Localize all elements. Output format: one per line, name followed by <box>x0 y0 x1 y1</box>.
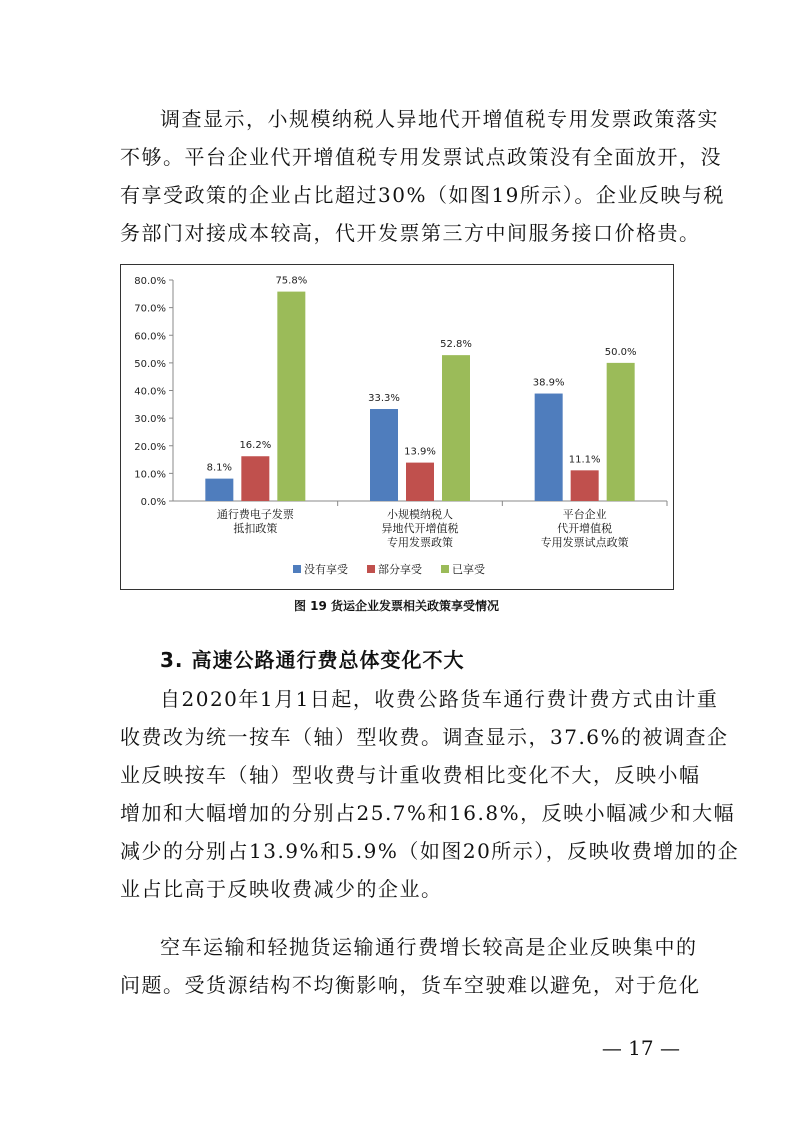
x-tick-label: 通行费电子发票 <box>216 508 294 521</box>
x-tick-label: 代开增值税 <box>557 522 613 535</box>
legend-swatch <box>441 565 449 573</box>
bar <box>607 363 635 501</box>
x-tick-label: 抵扣政策 <box>233 522 278 535</box>
x-tick-label: 异地代开增值税 <box>381 522 459 535</box>
text-line: 调查显示，小规模纳税人异地代开增值税专用发票政策落实 <box>160 107 719 131</box>
y-tick-label: 10.0% <box>134 469 166 481</box>
data-label: 52.8% <box>440 339 472 351</box>
legend-label: 部分享受 <box>378 563 422 576</box>
text-line: 自2020年1月1日起，收费公路货车通行费计费方式由计重 <box>160 687 719 711</box>
data-label: 75.8% <box>275 275 308 287</box>
y-tick-label: 40.0% <box>134 386 166 398</box>
text-line: 不够。平台企业代开增值税专用发票试点政策没有全面放开，没 <box>120 145 722 169</box>
data-label: 13.9% <box>404 446 436 458</box>
y-tick-label: 60.0% <box>134 331 166 343</box>
bar <box>205 479 233 501</box>
text-line: 务部门对接成本较高，代开发票第三方中间服务接口价格贵。 <box>120 221 701 245</box>
bar <box>571 470 599 501</box>
legend-label: 没有享受 <box>304 563 348 576</box>
data-label: 8.1% <box>206 462 233 474</box>
x-tick-label: 专用发票试点政策 <box>540 536 629 549</box>
bar <box>442 355 470 501</box>
legend-swatch <box>367 565 375 573</box>
text-line: 业占比高于反映收费减少的企业。 <box>120 877 443 901</box>
bar-chart <box>121 265 675 591</box>
figure-caption: 图 19 货运企业发票相关政策享受情况 <box>293 599 500 613</box>
data-label: 16.2% <box>239 440 272 452</box>
paragraph-2 <box>120 680 740 908</box>
text-line: 收费改为统一按车（轴）型收费。调查显示，37.6%的被调查企 <box>120 725 729 749</box>
text-line: 减少的分别占13.9%和5.9%（如图20所示），反映收费增加的企 <box>120 839 740 863</box>
paragraph-1 <box>120 100 725 252</box>
x-tick-label: 小规模纳税人 <box>387 508 453 521</box>
data-label: 50.0% <box>604 346 637 358</box>
page-number: — 17 — <box>601 1036 680 1060</box>
legend-swatch <box>293 565 301 573</box>
x-tick-label: 专用发票政策 <box>387 536 453 549</box>
y-tick-label: 0.0% <box>140 497 166 508</box>
data-label: 33.3% <box>368 393 400 405</box>
paragraph-3 <box>120 928 701 1004</box>
text-line: 空车运输和轻抛货运输通行费增长较高是企业反映集中的 <box>160 935 698 959</box>
data-label: 38.9% <box>532 377 565 389</box>
bar <box>370 409 398 501</box>
section-heading: 3. 高速公路通行费总体变化不大 <box>160 648 465 672</box>
y-tick-label: 30.0% <box>134 414 166 426</box>
bar <box>277 292 305 501</box>
y-tick-label: 80.0% <box>134 276 166 287</box>
text-line: 问题。受货源结构不均衡影响，货车空驶难以避免，对于危化 <box>120 973 701 997</box>
legend-label: 已享受 <box>452 563 485 576</box>
bar <box>535 394 563 501</box>
text-line: 增加和大幅增加的分别占25.7%和16.8%，反映小幅减少和大幅 <box>120 801 736 825</box>
bar <box>241 456 269 501</box>
text-line: 业反映按车（轴）型收费与计重收费相比变化不大，反映小幅 <box>120 763 701 787</box>
y-tick-label: 50.0% <box>134 358 166 370</box>
chart-figure-19 <box>120 264 674 590</box>
bar <box>406 463 434 501</box>
text-line: 有享受政策的企业占比超过30%（如图19所示）。企业反映与税 <box>120 183 725 207</box>
y-tick-label: 70.0% <box>134 303 166 315</box>
y-tick-label: 20.0% <box>134 441 166 453</box>
x-tick-label: 平台企业 <box>562 508 607 521</box>
data-label: 11.1% <box>568 454 601 466</box>
